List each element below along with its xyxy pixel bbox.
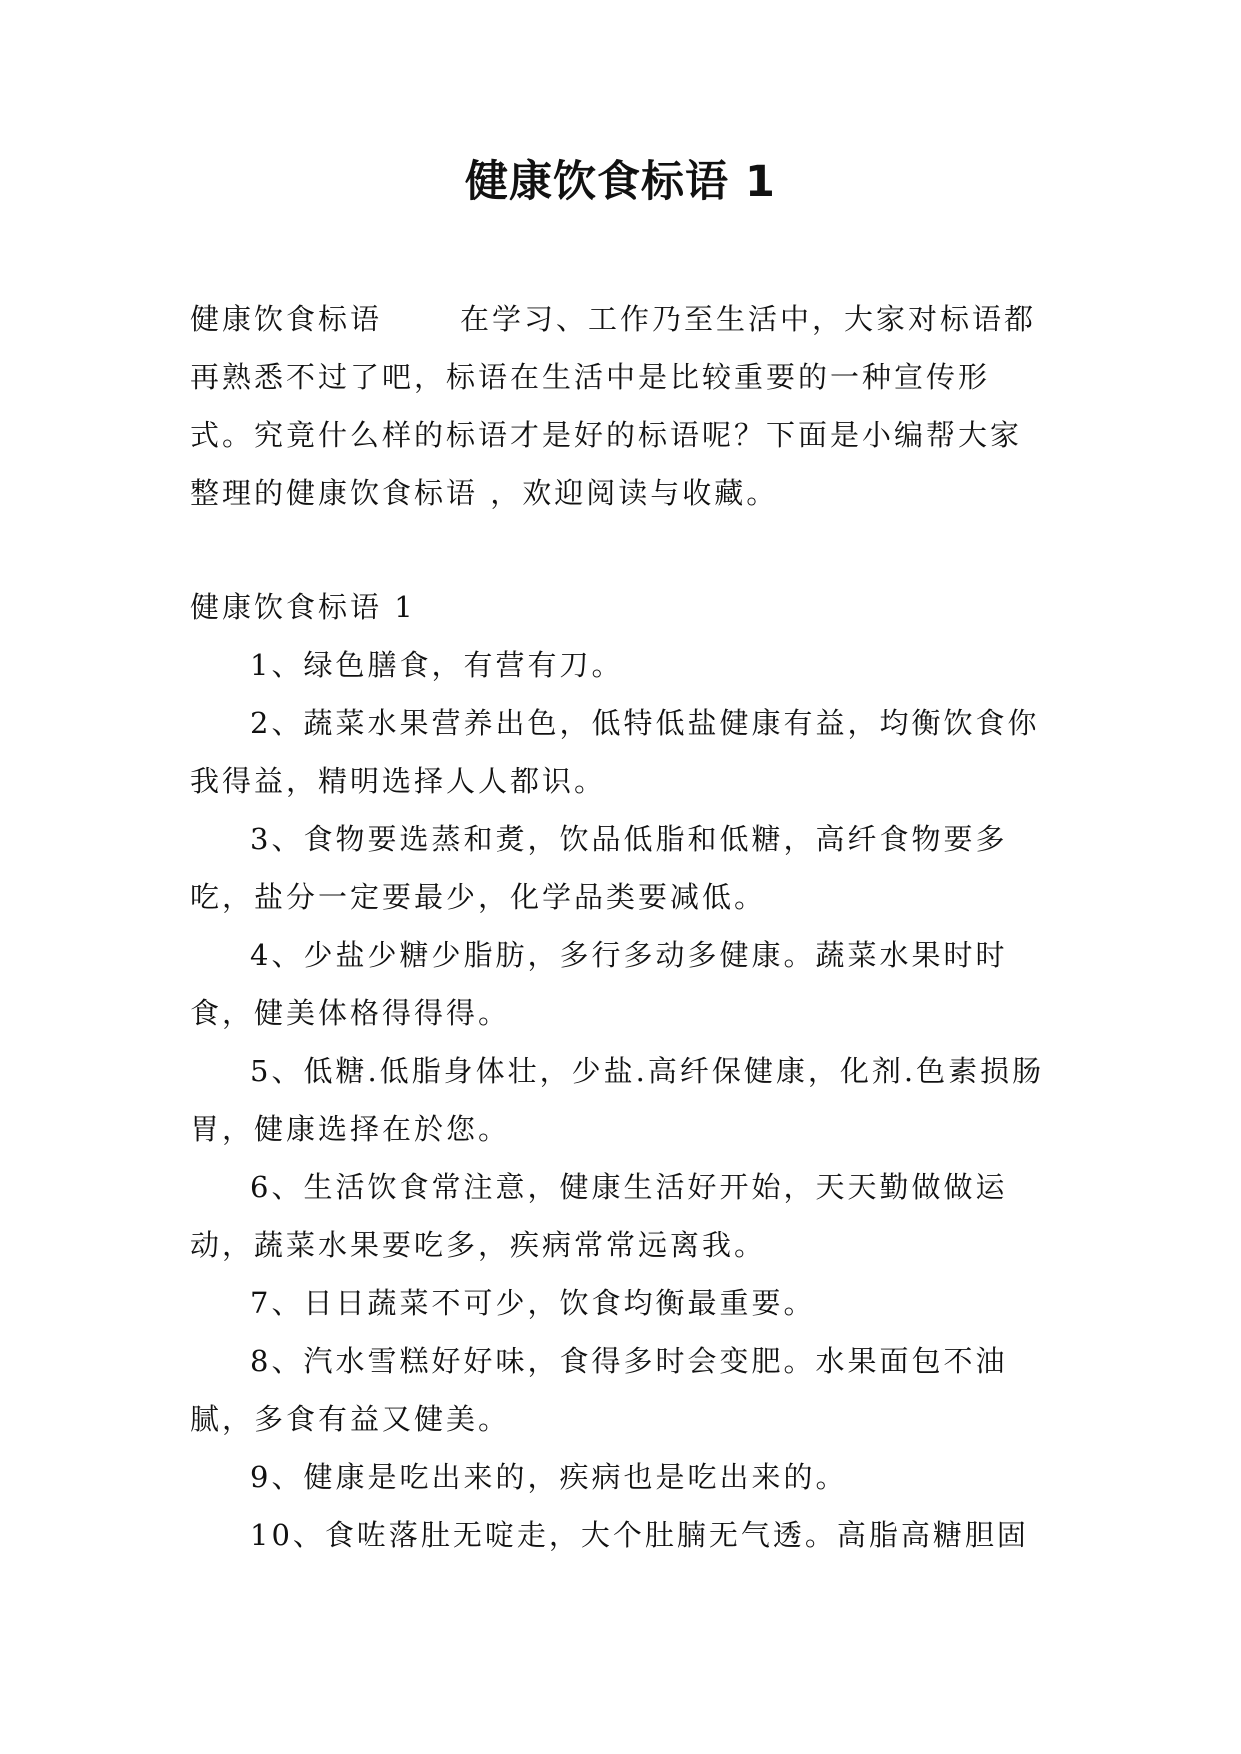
intro-text: 在学习、工作乃至生活中，大家对标语都再熟悉不过了吧，标语在生活中是比较重要的一种宣传形式。究竟什么样的标语才是好的标语呢？下面是小编帮大家整理的健康饮食标语 ，欢迎阅读与收藏。 — [190, 302, 1037, 510]
slogan-item: 4、少盐少糖少脂肪，多行多动多健康。蔬菜水果时时食，健美体格得得得。 — [190, 938, 1008, 1030]
slogan-item: 3、食物要选蒸和煑，饮品低脂和低糖，高纤食物要多吃，盐分一定要最少，化学品类要减低。 — [190, 822, 1008, 914]
slogan-item: 8、汽水雪糕好好味，食得多时会变肥。水果面包不油腻，多食有益又健美。 — [190, 1344, 1008, 1436]
intro-paragraph — [190, 290, 1048, 522]
document-title: 健康饮食标语 1 — [465, 157, 776, 207]
slogan-item: 5、低糖.低脂身体壮，少盐.高纤保健康，化剂.色素损肠胃，健康选择在於您。 — [190, 1054, 1045, 1146]
slogan-item: 2、蔬菜水果营养出色，低特低盐健康有益，均衡饮食你我得益，精明选择人人都识。 — [190, 706, 1040, 798]
slogan-item: 6、生活饮食常注意，健康生活好开始，天天勤做做运动，蔬菜水果要吃多，疾病常常远离我。 — [190, 1170, 1008, 1262]
section-heading: 健康饮食标语 1 — [190, 590, 416, 624]
slogan-list — [190, 636, 1048, 1564]
intro-lead: 健康饮食标语 — [190, 302, 383, 336]
slogan-item: 9、健康是吃出来的，疾病也是吃出来的。 — [250, 1460, 848, 1494]
slogan-item: 1、绿色膳食，有营有刀。 — [250, 648, 624, 682]
slogan-item: 7、日日蔬菜不可少，饮食均衡最重要。 — [250, 1286, 816, 1320]
slogan-item: 10、食咗落肚无啶走，大个肚腩无气透。高脂高糖胆固 — [250, 1518, 1029, 1552]
